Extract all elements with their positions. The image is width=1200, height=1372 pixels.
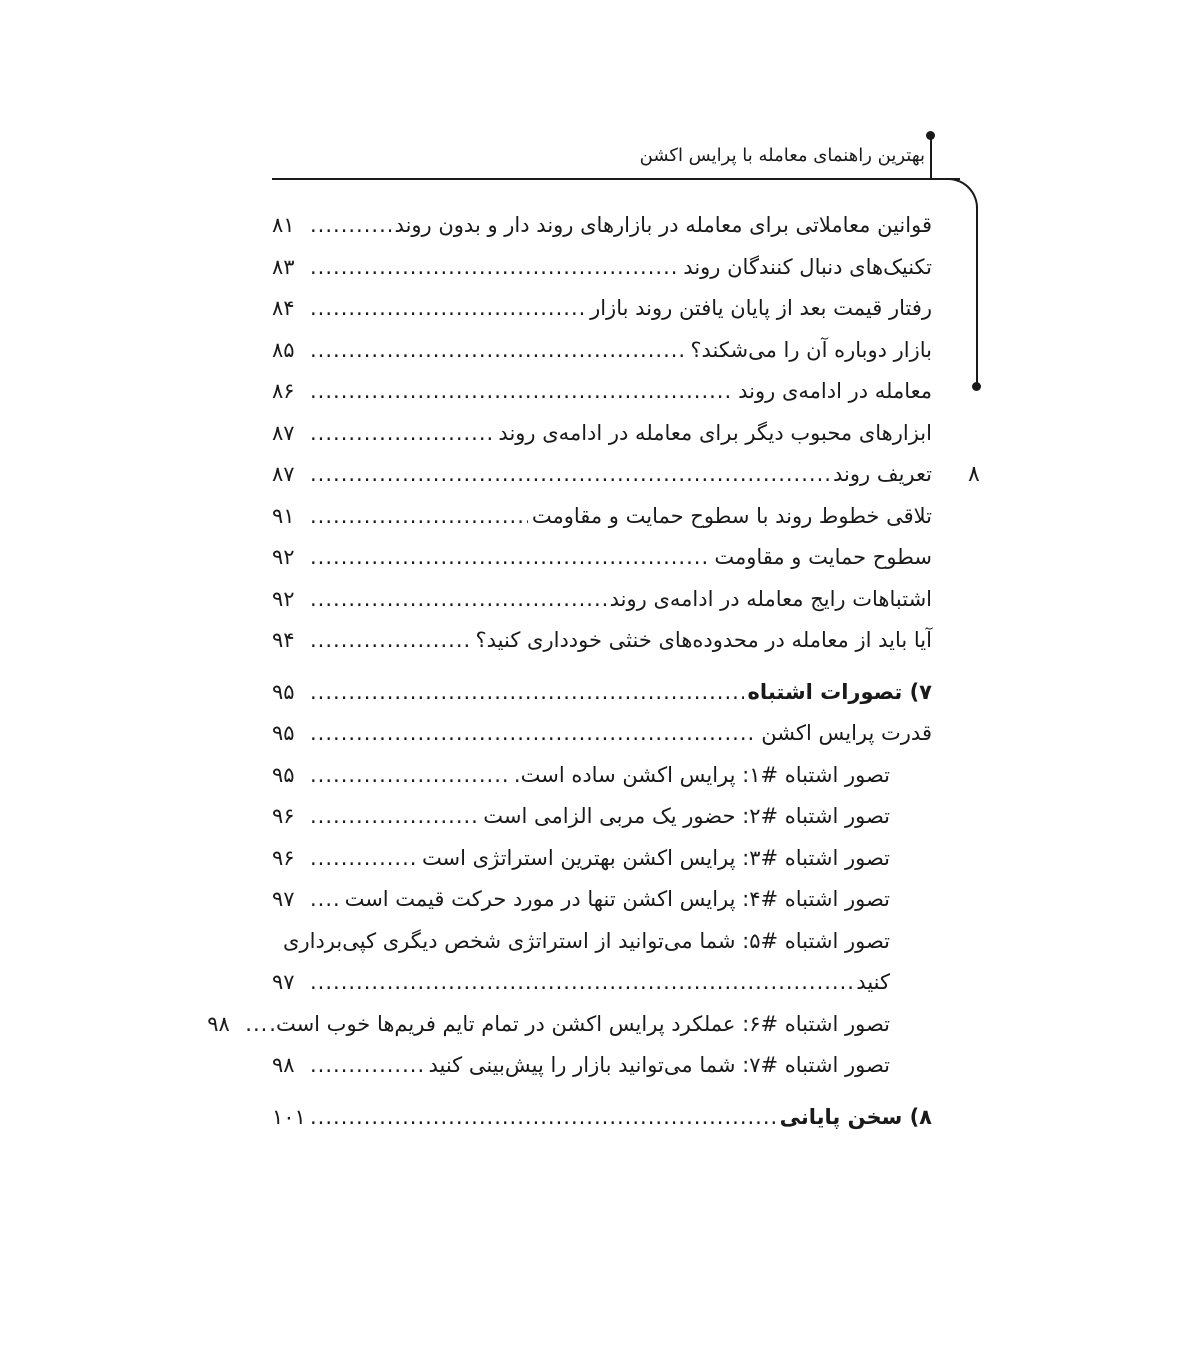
toc-entry-title: تعریف روند [833,462,932,486]
toc-entry-title: معامله در ادامه‌ی روند [738,379,932,403]
margin-bracket-curve [930,178,978,208]
toc-leader-dots [245,1004,265,1046]
toc-entry [272,755,932,797]
toc-leader-dots [310,713,757,755]
toc-leader-dots [310,579,606,621]
toc-entry-title: بازار دوباره آن را می‌شکند؟ [690,337,932,362]
toc-entry-page: ۸۳ [272,254,295,279]
toc-entry [272,288,932,330]
toc-entry [272,713,932,755]
toc-leader-dots [310,537,710,579]
toc-leader-dots [310,1045,424,1087]
toc-entry-title: تلاقی خطوط روند با سطوح حمایت و مقاومت [531,503,932,528]
toc-entry-page: ۹۶ [272,804,295,828]
toc-entry-title: تصور اشتباه #۱: پرایس اکشن ساده است. [513,762,890,787]
toc-leader-dots [310,288,586,330]
toc-entry [272,838,932,880]
toc-entry [272,330,932,372]
toc-entry-title: ۷) تصورات اشتباه [747,679,932,704]
toc-entry-title: آیا باید از معامله در محدوده‌های خنثی خودداری کنید؟ [475,628,932,652]
toc-entry-page: ۹۲ [272,586,295,611]
toc-entry [272,672,932,714]
toc-leader-dots [310,796,479,838]
toc-leader-dots [310,205,391,247]
toc-entry-title: تصور اشتباه #۴: پرایس اکشن تنها در مورد حرکت قیمت است [344,887,890,911]
toc-entry-page: ۸۴ [272,296,295,320]
running-head-title: بهترین راهنمای معامله با پرایس اکشن [639,145,925,166]
toc-entry-page: ۱۰۱ [272,1104,306,1129]
toc-entry [272,1045,932,1087]
page-number: ۸ [968,462,980,487]
toc-entry-page: ۹۷ [272,887,295,911]
toc-entry-page: ۸۶ [272,379,295,403]
toc-entry-title: قوانین معاملاتی برای معامله در بازارهای روند دار و بدون روند [394,213,932,237]
toc-entry-page: ۹۵ [272,721,295,745]
toc-entry-title: ۸) سخن پایانی [779,1104,932,1129]
toc-entry [272,579,932,621]
toc-entry-page: ۹۸ [272,1053,295,1077]
toc-entry [272,962,932,1004]
toc-entry [207,1004,932,1046]
toc-entry-page: ۸۵ [272,337,295,362]
toc-entry-page: ۸۷ [272,420,295,445]
toc-entry-page: ۹۸ [207,1011,230,1036]
toc-entry-title: ابزارهای محبوب دیگر برای معامله در ادامه‌ی روند [498,420,932,445]
toc-leader-dots [310,330,686,372]
toc-entry-title: سطوح حمایت و مقاومت [714,545,932,569]
toc-entry [272,879,932,921]
table-of-contents [207,205,932,1138]
toc-entry-page: ۸۱ [272,213,295,237]
toc-entry-page: ۹۴ [272,628,295,652]
toc-entry [272,371,932,413]
toc-entry [272,921,932,963]
toc-entry-title: تصور اشتباه #۶: عملکرد پرایس اکشن در تمام تایم فریم‌ها خوب است. [269,1011,890,1036]
toc-leader-dots [310,838,418,880]
toc-leader-dots [310,247,679,289]
toc-entry [272,796,932,838]
toc-entry-title: تصور اشتباه #۳: پرایس اکشن بهترین استراتژی است [421,845,890,870]
toc-entry [272,247,932,289]
margin-bracket-line [976,206,978,386]
toc-entry-title: تصور اشتباه #۵: شما می‌توانید از استراتژی شخص دیگری کپی‌برداری [283,928,890,953]
toc-entry-title: کنید [856,970,890,994]
toc-entry-title: تصور اشتباه #۲: حضور یک مربی الزامی است [483,804,890,828]
toc-leader-dots [310,672,744,714]
header-ornament-bar [930,135,932,178]
toc-entry [272,413,932,455]
toc-leader-dots [310,620,472,662]
toc-leader-dots [310,879,341,921]
toc-entry-page: ۹۷ [272,970,295,994]
toc-leader-dots [310,371,734,413]
toc-entry-page: ۹۶ [272,845,295,870]
toc-entry [272,205,932,247]
toc-leader-dots [310,454,829,496]
toc-entry [272,454,932,496]
toc-entry [272,496,932,538]
margin-bracket-dot [972,382,981,391]
toc-entry-title: تکنیک‌های دنبال کنندگان روند [683,254,932,279]
toc-leader-dots [310,755,510,797]
toc-entry [272,537,932,579]
toc-entry-title: اشتباهات رایج معامله در ادامه‌ی روند [609,586,932,611]
toc-entry-title: قدرت پرایس اکشن [761,721,932,745]
toc-leader-dots [310,496,528,538]
toc-entry-page: ۹۵ [272,762,295,787]
toc-entry-page: ۹۵ [272,679,295,704]
toc-entry-page: ۹۲ [272,545,295,569]
header-rule [272,178,960,180]
toc-leader-dots [310,413,494,455]
toc-leader-dots [310,1097,776,1139]
toc-leader-dots [310,962,852,1004]
toc-entry [272,620,932,662]
toc-entry-page: ۸۷ [272,462,295,486]
toc-entry-page: ۹۱ [272,503,295,528]
toc-entry-title: تصور اشتباه #۷: شما می‌توانید بازار را پیش‌بینی کنید [428,1053,890,1077]
toc-entry-title: رفتار قیمت بعد از پایان یافتن روند بازار [590,296,932,320]
toc-entry [272,1097,932,1139]
